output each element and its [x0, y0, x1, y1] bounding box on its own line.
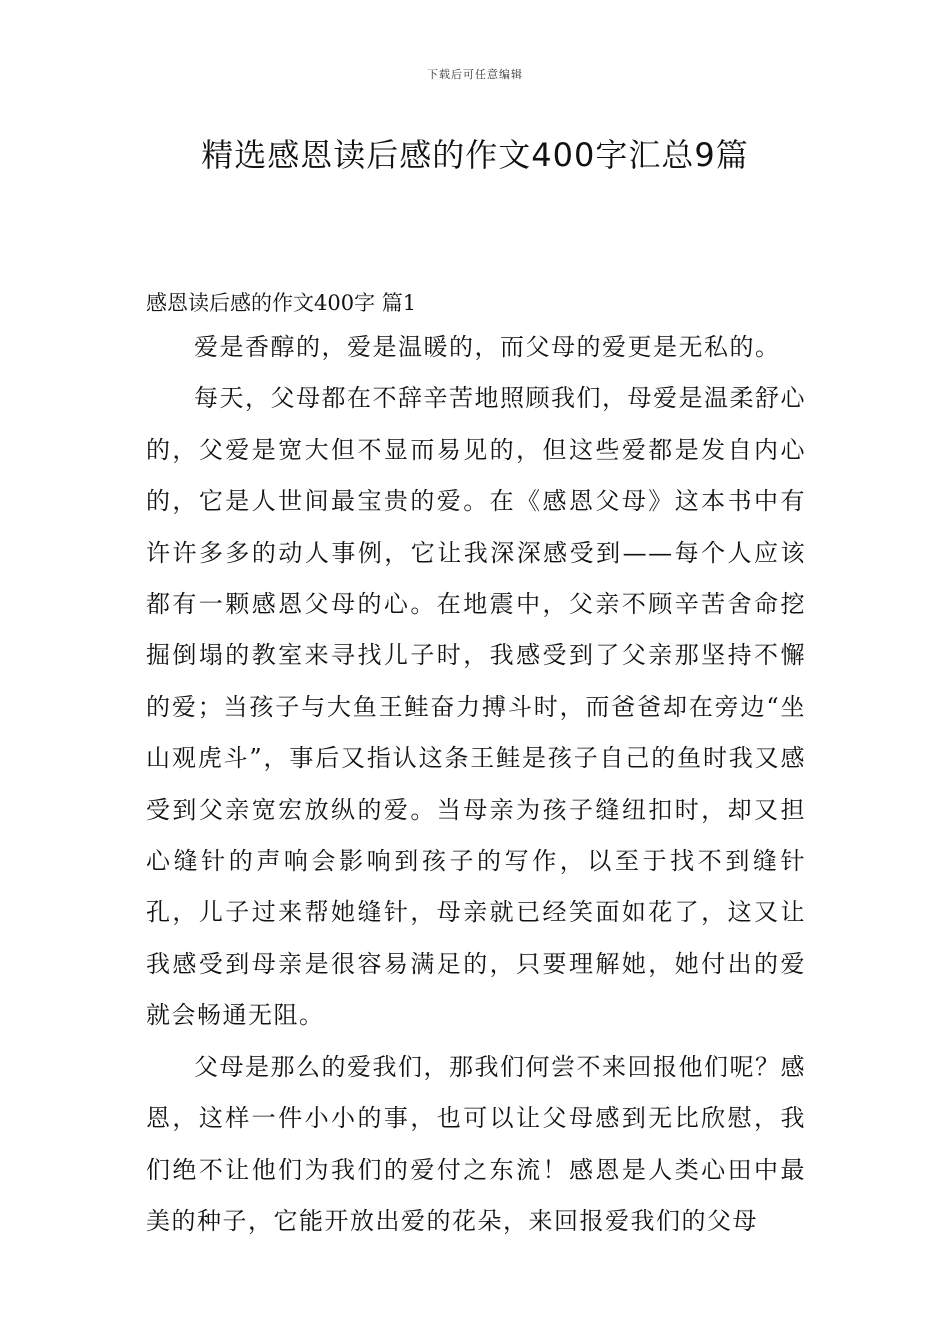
paragraph-2: 每天，父母都在不辞辛苦地照顾我们，母爱是温柔舒心的，父爱是宽大但不显而易见的，但这些爱都是发自内心的，它是人世间最宝贵的爱。在《感恩父母》这本书中有许许多多的动人事例，它让我深深感受到——每个人应该都有一颗感恩父母的心。在地震中，父亲不顾辛苦舍命挖掘倒塌的教室来寻找儿子时，我感受到了父亲那坚持不懈的爱；当孩子与大鱼王鲑奋力搏斗时，而爸爸却在旁边“坐山观虎斗”，事后又指认这条王鲑是孩子自己的鱼时我又感受到父亲宽宏放纵的爱。当母亲为孩子缝纽扣时，却又担心缝针的声响会影响到孩子的写作，以至于找不到缝针孔，儿子过来帮她缝针，母亲就已经笑面如花了，这又让我感受到母亲是很容易满足的，只要理解她，她付出的爱就会畅通无阻。 [146, 384, 806, 1030]
paragraph-1: 爱是香醇的，爱是温暖的，而父母的爱更是无私的。 [194, 333, 781, 361]
section-heading: 感恩读后感的作文400字 篇1 [146, 291, 417, 315]
article-body [146, 322, 806, 1247]
header-note: 下载后可任意编辑 [427, 68, 523, 81]
document-title: 精选感恩读后感的作文400字汇总9篇 [201, 136, 749, 174]
paragraph-3: 父母是那么的爱我们，那我们何尝不来回报他们呢？感恩，这样一件小小的事，也可以让父母感到无比欣慰，我们绝不让他们为我们的爱付之东流！感恩是人类心田中最美的种子，它能开放出爱的花朵，来回报爱我们的父母 [146, 1052, 806, 1235]
